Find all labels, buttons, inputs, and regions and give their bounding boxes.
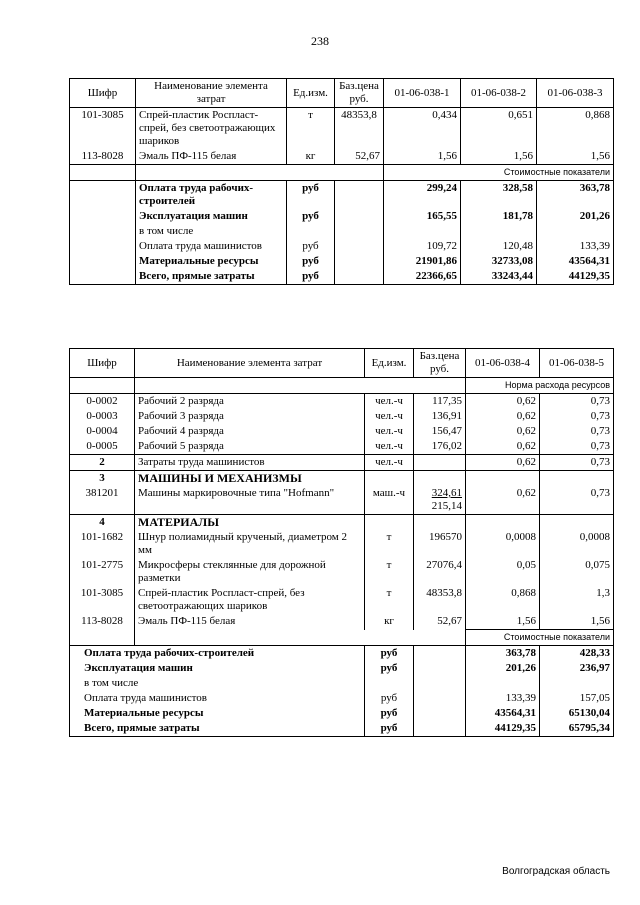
cell-value: 0,73 [540,486,614,515]
summary-row [70,269,614,285]
cell-code: 101-2775 [70,558,135,586]
summary-value: 165,55 [384,209,461,224]
norm-label: Норма расхода ресурсов [466,378,614,394]
region-footer: Волгоградская область [502,866,610,877]
cell-price: 52,67 [414,614,466,630]
cell-price: 52,67 [335,149,384,165]
summary-row [70,721,614,737]
cell-value: 0,73 [540,394,614,410]
section-code: 3 [70,471,135,487]
cell-unit: т [365,558,414,586]
table-row [70,439,614,455]
summary-value: 120,48 [461,239,537,254]
cell-code: 101-1682 [70,530,135,558]
summary-name: Всего, прямые затраты [84,722,200,734]
cell-value: 0,62 [466,439,540,455]
summary-unit: руб [365,661,414,676]
summary-value: 299,24 [384,181,461,210]
table-row [70,558,614,586]
summary-value: 33243,44 [461,269,537,285]
header-unit: Ед.изм. [365,349,414,378]
cell-unit: чел.-ч [365,409,414,424]
table-row [70,149,614,165]
summary-name: Материальные ресурсы [139,255,259,267]
header-price: Баз.цена руб. [335,79,384,108]
cell-name: Шнур полиамидный крученый, диаметром 2 мм [135,530,365,558]
cell-price: 27076,4 [414,558,466,586]
header-code: Шифр [70,349,135,378]
summary-row [70,676,614,691]
cell-value: 0,73 [540,455,614,471]
resource-table-1 [69,78,614,285]
summary-value: 21901,86 [384,254,461,269]
summary-value: 157,05 [540,691,614,706]
summary-row [70,706,614,721]
summary-row [70,239,614,254]
summary-name: Эксплуатация машин [84,662,193,674]
cell-code: 113-8028 [70,614,135,630]
summary-value: 328,58 [461,181,537,210]
page-number: 238 [311,34,329,48]
summary-value: 133,39 [537,239,614,254]
table-header-row [70,79,614,108]
summary-value: 32733,08 [461,254,537,269]
cell-name: Спрей-пластик Роспласт-спрей, без светоотражающих шариков [136,108,287,150]
cell-price [414,486,466,515]
cell-value: 0,62 [466,394,540,410]
cell-name: Эмаль ПФ-115 белая [136,149,287,165]
section-row [70,471,614,487]
header-norm: 01-06-038-3 [537,79,614,108]
cell-name: Микросферы стеклянные для дорожной разметки [135,558,365,586]
cell-code: 0-0003 [70,409,135,424]
summary-unit: руб [287,209,335,224]
summary-unit: руб [365,691,414,706]
summary-value: 363,78 [537,181,614,210]
header-name: Наименование элемента затрат [136,79,287,108]
cell-price: 48353,8 [414,586,466,614]
cell-value: 1,56 [461,149,537,165]
cell-value: 0,0008 [540,530,614,558]
header-name: Наименование элемента затрат [135,349,365,378]
cell-value: 1,56 [537,149,614,165]
cell-value: 0,62 [466,424,540,439]
cell-price: 136,91 [414,409,466,424]
summary-row [70,181,614,210]
cell-value: 0,075 [540,558,614,586]
summary-name: Всего, прямые затраты [139,270,255,282]
cell-value: 0,62 [466,486,540,515]
cell-price: 196570 [414,530,466,558]
cell-value: 0,73 [540,424,614,439]
cell-name: Эмаль ПФ-115 белая [135,614,365,630]
header-norm: 01-06-038-5 [540,349,614,378]
summary-unit: руб [287,239,335,254]
table-row [70,108,614,150]
cell-name: Машины маркировочные типа "Hofmann" [135,486,365,515]
summary-value: 43564,31 [537,254,614,269]
summary-value: 363,78 [466,646,540,662]
cell-code: 381201 [70,486,135,515]
header-norm: 01-06-038-1 [384,79,461,108]
table-row [70,486,614,515]
summary-value: 109,72 [384,239,461,254]
summary-row [70,224,614,239]
cell-code: 101-3085 [70,586,135,614]
cell-unit: т [365,586,414,614]
resource-table-2 [69,348,614,737]
cell-value: 0,73 [540,409,614,424]
header-code: Шифр [70,79,136,108]
cell-value: 1,56 [384,149,461,165]
cell-name: Рабочий 2 разряда [135,394,365,410]
summary-unit: руб [365,721,414,737]
cell-price: 48353,8 [335,108,384,150]
summary-row [70,661,614,676]
cell-unit: кг [365,614,414,630]
table-row [70,424,614,439]
cell-value: 0,868 [537,108,614,150]
cell-code: 0-0004 [70,424,135,439]
summary-row [70,646,614,662]
summary-value: 43564,31 [466,706,540,721]
summary-unit: руб [287,269,335,285]
section-code: 4 [70,515,135,531]
cell-value: 0,651 [461,108,537,150]
section-title: МАШИНЫ И МЕХАНИЗМЫ [135,471,365,487]
machine-price-primary: 324,61 [431,487,462,499]
cell-unit: чел.-ч [365,455,414,471]
cell-name: Рабочий 5 разряда [135,439,365,455]
cell-price: 176,02 [414,439,466,455]
cell-value: 0,62 [466,455,540,471]
cell-value: 0,0008 [466,530,540,558]
cell-unit: т [287,108,335,150]
cell-value: 0,73 [540,439,614,455]
summary-name: Оплата труда машинистов [139,240,262,252]
cell-value: 0,62 [466,409,540,424]
summary-value: 65795,34 [540,721,614,737]
header-norm: 01-06-038-4 [466,349,540,378]
header-norm: 01-06-038-2 [461,79,537,108]
cell-name: Спрей-пластик Роспласт-спрей, без светоотражающих шариков [135,586,365,614]
summary-value: 428,33 [540,646,614,662]
summary-value: 44129,35 [466,721,540,737]
table-row [70,530,614,558]
summary-name: Оплата труда рабочих-строителей [84,647,255,659]
header-price: Баз.цена руб. [414,349,466,378]
summary-value: 201,26 [466,661,540,676]
table-row [70,394,614,410]
summary-name: в том числе [84,677,139,689]
summary-value: 22366,65 [384,269,461,285]
cell-price: 117,35 [414,394,466,410]
cell-name: Рабочий 4 разряда [135,424,365,439]
summary-row [70,691,614,706]
cell-code: 0-0005 [70,439,135,455]
cell-code: 2 [70,455,135,471]
cell-unit: чел.-ч [365,394,414,410]
cell-value: 1,56 [540,614,614,630]
cost-indicators-label: Стоимостные показатели [384,165,614,181]
header-unit: Ед.изм. [287,79,335,108]
cell-code: 101-3085 [70,108,136,150]
summary-unit: руб [287,254,335,269]
cell-unit: чел.-ч [365,439,414,455]
summary-value: 44129,35 [537,269,614,285]
cell-name: Рабочий 3 разряда [135,409,365,424]
cell-unit: чел.-ч [365,424,414,439]
cell-value: 0,05 [466,558,540,586]
cell-unit: кг [287,149,335,165]
summary-name: Оплата труда рабочих-строителей [139,182,254,207]
summary-name: Материальные ресурсы [84,707,204,719]
table-row [70,614,614,630]
section-row [70,515,614,531]
summary-unit: руб [365,706,414,721]
table-row [70,586,614,614]
summary-value: 65130,04 [540,706,614,721]
summary-value: 236,97 [540,661,614,676]
cell-value: 1,56 [466,614,540,630]
summary-name: Оплата труда машинистов [84,692,207,704]
summary-unit: руб [365,646,414,662]
summary-row [70,209,614,224]
table-row [70,409,614,424]
cell-code: 113-8028 [70,149,136,165]
cell-value: 0,868 [466,586,540,614]
table-header-row [70,349,614,378]
cell-value: 0,434 [384,108,461,150]
cell-unit: маш.-ч [365,486,414,515]
summary-name: в том числе [139,225,194,237]
table-row [70,455,614,471]
summary-unit: руб [287,181,335,210]
summary-value: 201,26 [537,209,614,224]
section-title: МАТЕРИАЛЫ [135,515,365,531]
summary-name: Эксплуатация машин [139,210,248,222]
summary-value: 133,39 [466,691,540,706]
cost-indicators-label: Стоимостные показатели [466,630,614,646]
cell-code: 0-0002 [70,394,135,410]
cell-value: 1,3 [540,586,614,614]
machine-price-secondary: 215,14 [431,500,462,512]
summary-value: 181,78 [461,209,537,224]
cell-name: Затраты труда машинистов [135,455,365,471]
summary-row [70,254,614,269]
cell-price: 156,47 [414,424,466,439]
cell-unit: т [365,530,414,558]
